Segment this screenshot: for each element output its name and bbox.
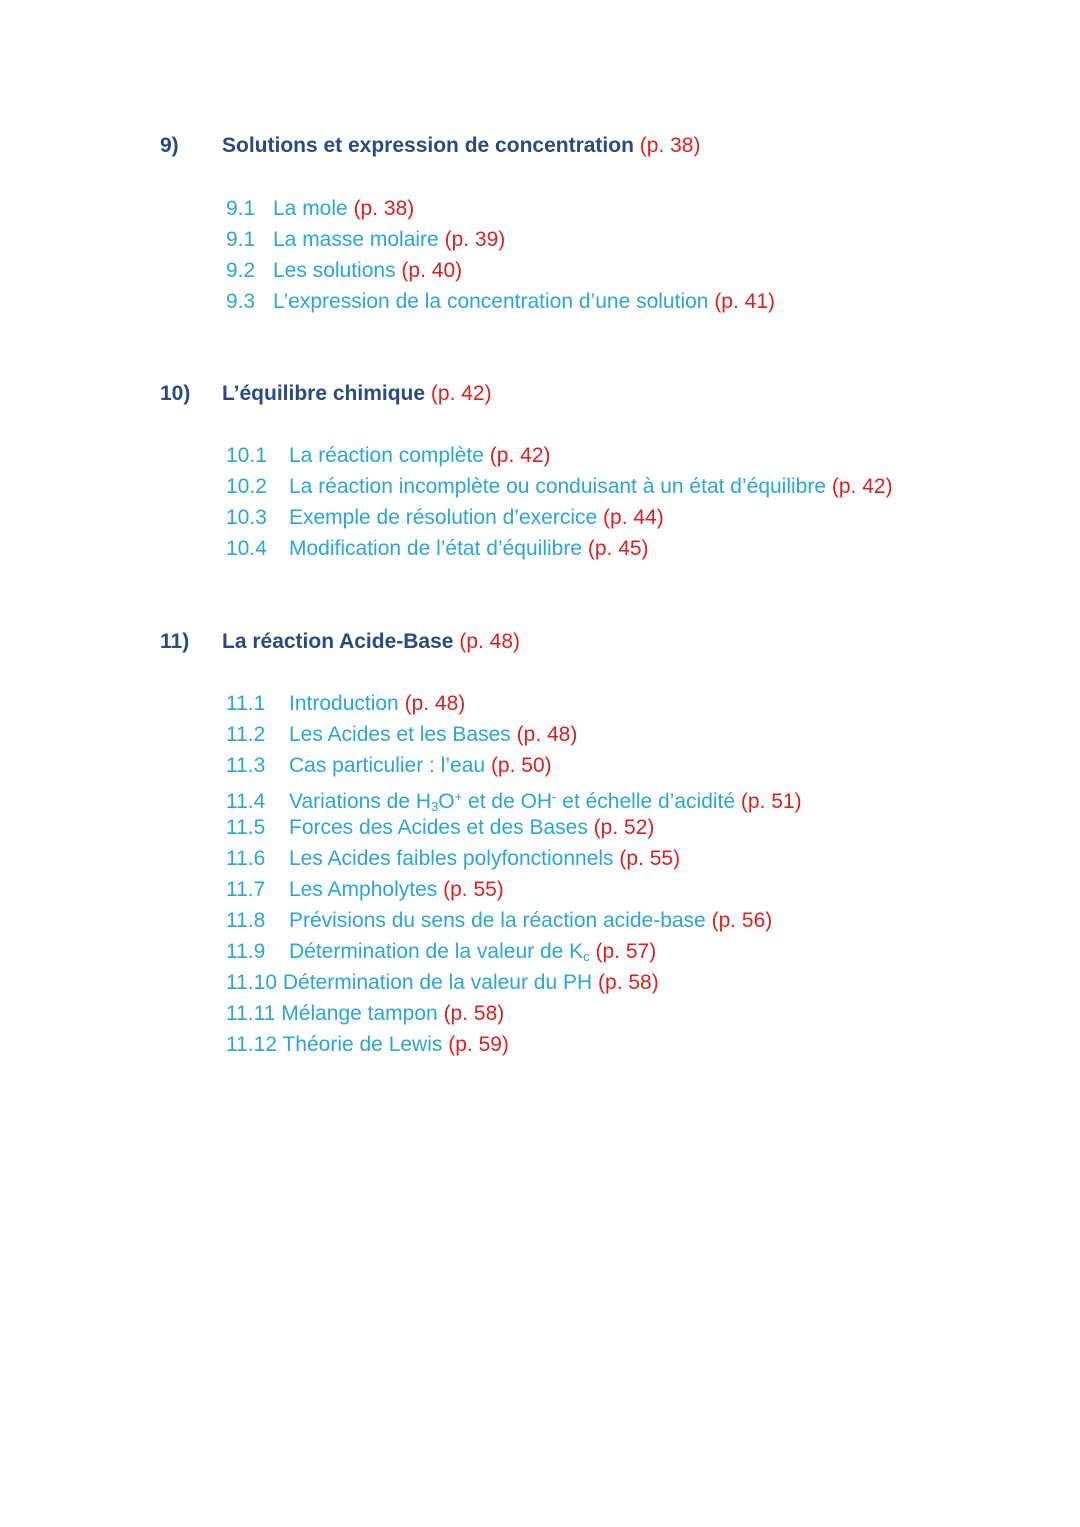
section-title: La réaction incomplète ou conduisant à un état d’équilibre (289, 475, 827, 498)
section-number: 11.10 (226, 971, 277, 994)
section-item (226, 471, 893, 502)
section-page-ref: (p. 42) (489, 444, 551, 467)
section-number: 9.1 (226, 197, 256, 220)
section-item (226, 843, 680, 874)
section-page-ref: (p. 41) (714, 290, 776, 313)
section-title (289, 790, 735, 813)
section-title: Théorie de Lewis (282, 1033, 443, 1056)
section-item (226, 874, 504, 905)
section-number: 11.9 (226, 940, 266, 963)
section-number: 11.1 (226, 692, 266, 715)
section-number: 10.2 (226, 475, 267, 498)
section-number: 10.3 (226, 506, 267, 529)
section-item (226, 719, 577, 750)
section-item (226, 905, 772, 936)
section-page-ref: (p. 39) (444, 228, 506, 251)
section-number: 11.8 (226, 909, 266, 932)
chapter-title (222, 627, 520, 657)
section-title-part: et de OH (462, 790, 553, 813)
section-page-ref: (p. 38) (353, 197, 415, 220)
section-page-ref: (p. 55) (443, 878, 504, 901)
section-page-ref: (p. 58) (443, 1002, 505, 1025)
section-page-ref: (p. 45) (587, 537, 649, 560)
section-item (226, 812, 654, 843)
section-item (226, 224, 505, 255)
section-title: Mélange tampon (281, 1002, 438, 1025)
section-title: Forces des Acides et des Bases (289, 816, 588, 839)
section-number: 11.2 (226, 723, 266, 746)
section-title-part: Détermination de la valeur de K (289, 940, 584, 963)
section-item (226, 502, 664, 533)
section-item (226, 1029, 509, 1060)
section-number: 11.3 (226, 754, 266, 777)
section-page-ref: (p. 55) (619, 847, 681, 870)
section-number: 11.11 (226, 1002, 276, 1025)
section-page-ref: (p. 56) (711, 909, 773, 932)
chapter-title (222, 131, 700, 161)
section-title-part: O (438, 790, 455, 813)
subscript: c (583, 949, 590, 964)
section-page-ref: (p. 40) (401, 259, 463, 282)
chapter-title-text: Solutions et expression de concentration (222, 134, 634, 157)
section-page-ref: (p. 48) (516, 723, 578, 746)
chapter-number: 10) (160, 382, 191, 405)
section-title: Les Ampholytes (289, 878, 438, 901)
section-number: 10.1 (226, 444, 267, 467)
section-title: Modification de l’état d’équilibre (289, 537, 583, 560)
chapter-number: 11) (160, 630, 190, 653)
section-item (226, 533, 649, 564)
chapter-number: 9) (160, 134, 179, 157)
section-item (226, 286, 775, 317)
section-item (226, 255, 462, 286)
section-title: Prévisions du sens de la réaction acide-base (289, 909, 706, 932)
section-page-ref: (p. 58) (598, 971, 659, 994)
section-title: Détermination de la valeur du PH (282, 971, 593, 994)
section-number: 11.7 (226, 878, 266, 901)
section-page-ref: (p. 48) (404, 692, 466, 715)
section-title: Exemple de résolution d’exercice (289, 506, 598, 529)
section-title: L’expression de la concentration d’une solution (273, 290, 709, 313)
section-title: Les Acides faibles polyfonctionnels (289, 847, 614, 870)
section-page-ref: (p. 51) (740, 790, 802, 813)
section-title: Cas particulier : l’eau (289, 754, 486, 777)
section-item (226, 781, 802, 812)
chapter-page-ref: (p. 48) (459, 630, 521, 653)
section-title: Les solutions (273, 259, 396, 282)
section-page-ref: (p. 59) (448, 1033, 509, 1056)
section-title (289, 940, 590, 963)
section-title: La mole (273, 197, 348, 220)
section-page-ref: (p. 42) (831, 475, 893, 498)
section-number: 9.2 (226, 259, 256, 282)
superscript: - (552, 789, 557, 804)
section-title: Introduction (289, 692, 399, 715)
chapter-title-text: La réaction Acide-Base (222, 630, 454, 653)
section-number: 11.12 (226, 1033, 277, 1056)
section-title: La masse molaire (273, 228, 439, 251)
section-page-ref: (p. 50) (490, 754, 552, 777)
section-page-ref: (p. 52) (593, 816, 655, 839)
chapter-page-ref: (p. 38) (639, 134, 701, 157)
section-title-part: et échelle d’acidité (556, 790, 736, 813)
chapter-page-ref: (p. 42) (430, 382, 492, 405)
section-title: La réaction complète (289, 444, 484, 467)
superscript: + (454, 789, 463, 804)
section-page-ref: (p. 57) (595, 940, 657, 963)
section-item (226, 440, 551, 471)
section-item (226, 688, 465, 719)
section-item (226, 967, 659, 998)
chapter-title (222, 379, 492, 409)
section-number: 9.1 (226, 228, 256, 251)
section-item (226, 936, 656, 967)
section-number: 11.6 (226, 847, 266, 870)
section-item (226, 750, 552, 781)
section-title: Les Acides et les Bases (289, 723, 511, 746)
section-item (226, 998, 504, 1029)
subscript: 3 (431, 799, 439, 814)
section-page-ref: (p. 44) (603, 506, 664, 529)
section-title-part: Variations de H (289, 790, 432, 813)
section-number: 11.4 (226, 790, 266, 813)
section-number: 10.4 (226, 537, 267, 560)
section-item (226, 193, 414, 224)
section-number: 11.5 (226, 816, 266, 839)
chapter-title-text: L’équilibre chimique (222, 382, 426, 405)
section-number: 9.3 (226, 290, 256, 313)
